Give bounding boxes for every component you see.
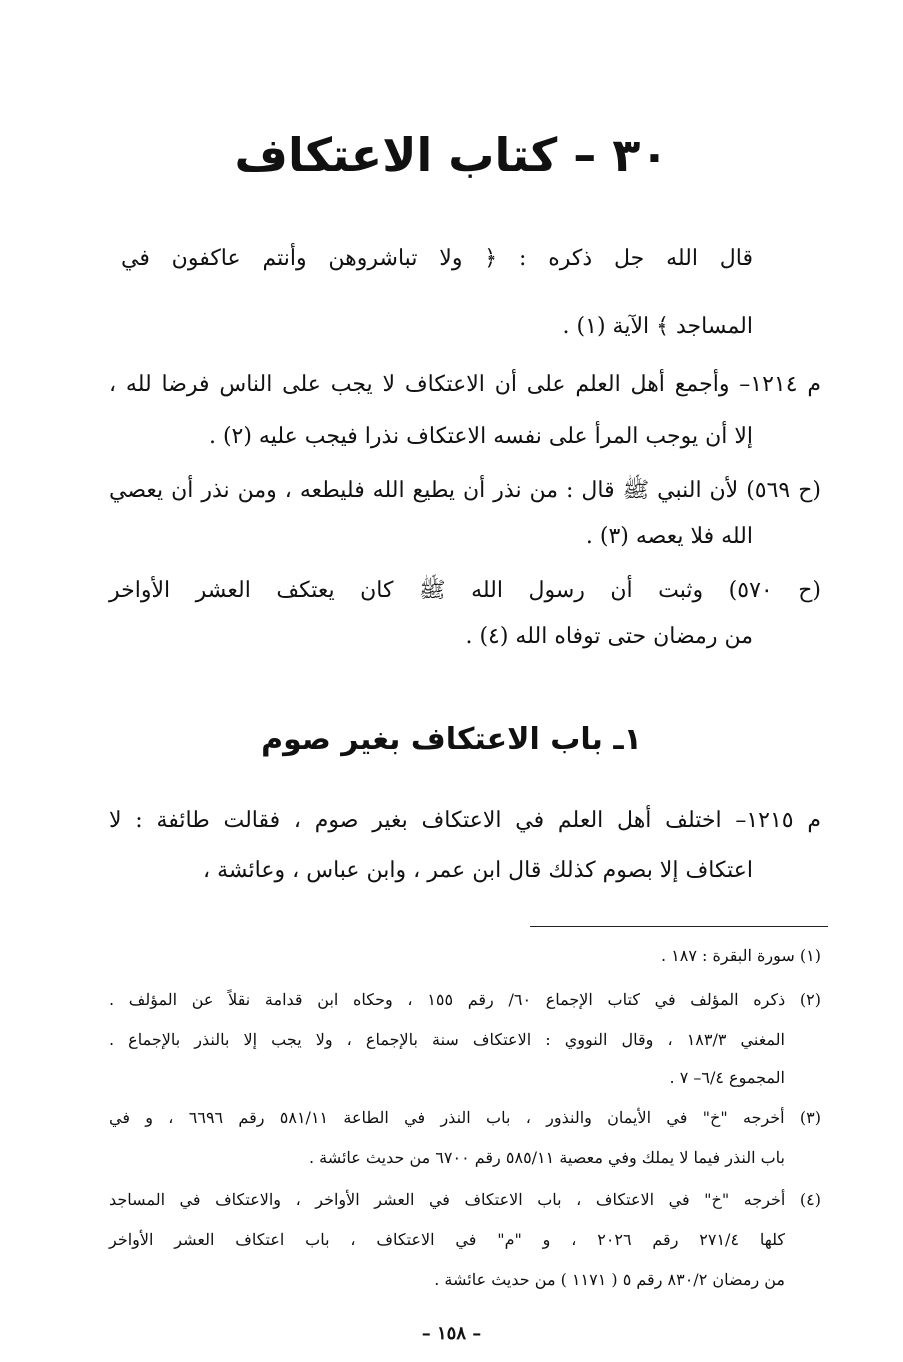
paragraph-1214-line: م ١٢١٤– وأجمع أهل العلم على أن الاعتكاف لا يجب على الناس فرضا لله ، [109, 372, 821, 397]
footnote-2-line: المجموع ٦/٤– ٧ . [669, 1068, 785, 1087]
section-title: ١ـ باب الاعتكاف بغير صوم [261, 722, 642, 757]
paragraph-1214-line: إلا أن يوجب المرأ على نفسه الاعتكاف نذرا فيجب عليه (٢) . [208, 424, 753, 449]
intro-line: المساجد ﴾ الآية (١) . [562, 314, 753, 339]
paragraph-1215-line: م ١٢١٥– اختلف أهل العلم في الاعتكاف بغير صوم ، فقالت طائفة : لا [109, 808, 821, 833]
hadith-570-line: (ح ٥٧٠) وثبت أن رسول الله ﷺ كان يعتكف العشر الأواخر [109, 578, 821, 603]
footnote-4-line: كلها ٢٧١/٤ رقم ٢٠٢٦ ، و "م" في الاعتكاف ، باب اعتكاف العشر الأواخر [109, 1230, 786, 1249]
footnote-4-line: (٤) أخرجه "خ" في الاعتكاف ، باب الاعتكاف في العشر الأواخر ، والاعتكاف في المساجد [109, 1190, 821, 1209]
hadith-569-line: (ح ٥٦٩) لأن النبي ﷺ قال : من نذر أن يطيع الله فليطعه ، ومن نذر أن يعصي [109, 478, 822, 503]
chapter-title: ٣٠ – كتاب الاعتكاف [234, 128, 669, 182]
footnote-2-line: المغني ١٨٣/٣ ، وقال النووي : الاعتكاف سنة بالإجماع ، ولا يجب إلا بالنذر بالإجماع . [109, 1030, 786, 1049]
footnote-3-line: باب النذر فيما لا يملك وفي معصية ٥٨٥/١١ رقم ٦٧٠٠ من حديث عائشة . [308, 1148, 785, 1167]
paragraph-1215-line: اعتكاف إلا بصوم كذلك قال ابن عمر ، وابن عباس ، وعائشة ، [203, 858, 753, 883]
hadith-569-line: الله فلا يعصه (٣) . [585, 524, 753, 549]
footnote-1-line: (١) سورة البقرة : ١٨٧ . [660, 946, 821, 965]
footnote-2-line: (٢) ذكره المؤلف في كتاب الإجماع ٦٠/ رقم ١٥٥ ، وحكاه ابن قدامة نقلاً عن المؤلف . [109, 990, 821, 1009]
footnote-4-line: من رمضان ٨٣٠/٢ رقم ٥ ( ١١٧١ ) من حديث عائشة . [434, 1270, 785, 1289]
hadith-570-line: من رمضان حتى توفاه الله (٤) . [465, 624, 753, 649]
footnote-separator [530, 926, 828, 927]
page-number: – ١٥٨ – [421, 1323, 482, 1344]
footnote-3-line: (٣) أخرجه "خ" في الأيمان والنذور ، باب النذر في الطاعة ٥٨١/١١ رقم ٦٦٩٦ ، و في [109, 1108, 822, 1127]
intro-line: قال الله جل ذكره : ﴿ ولا تباشروهن وأنتم عاكفون في [121, 246, 753, 271]
